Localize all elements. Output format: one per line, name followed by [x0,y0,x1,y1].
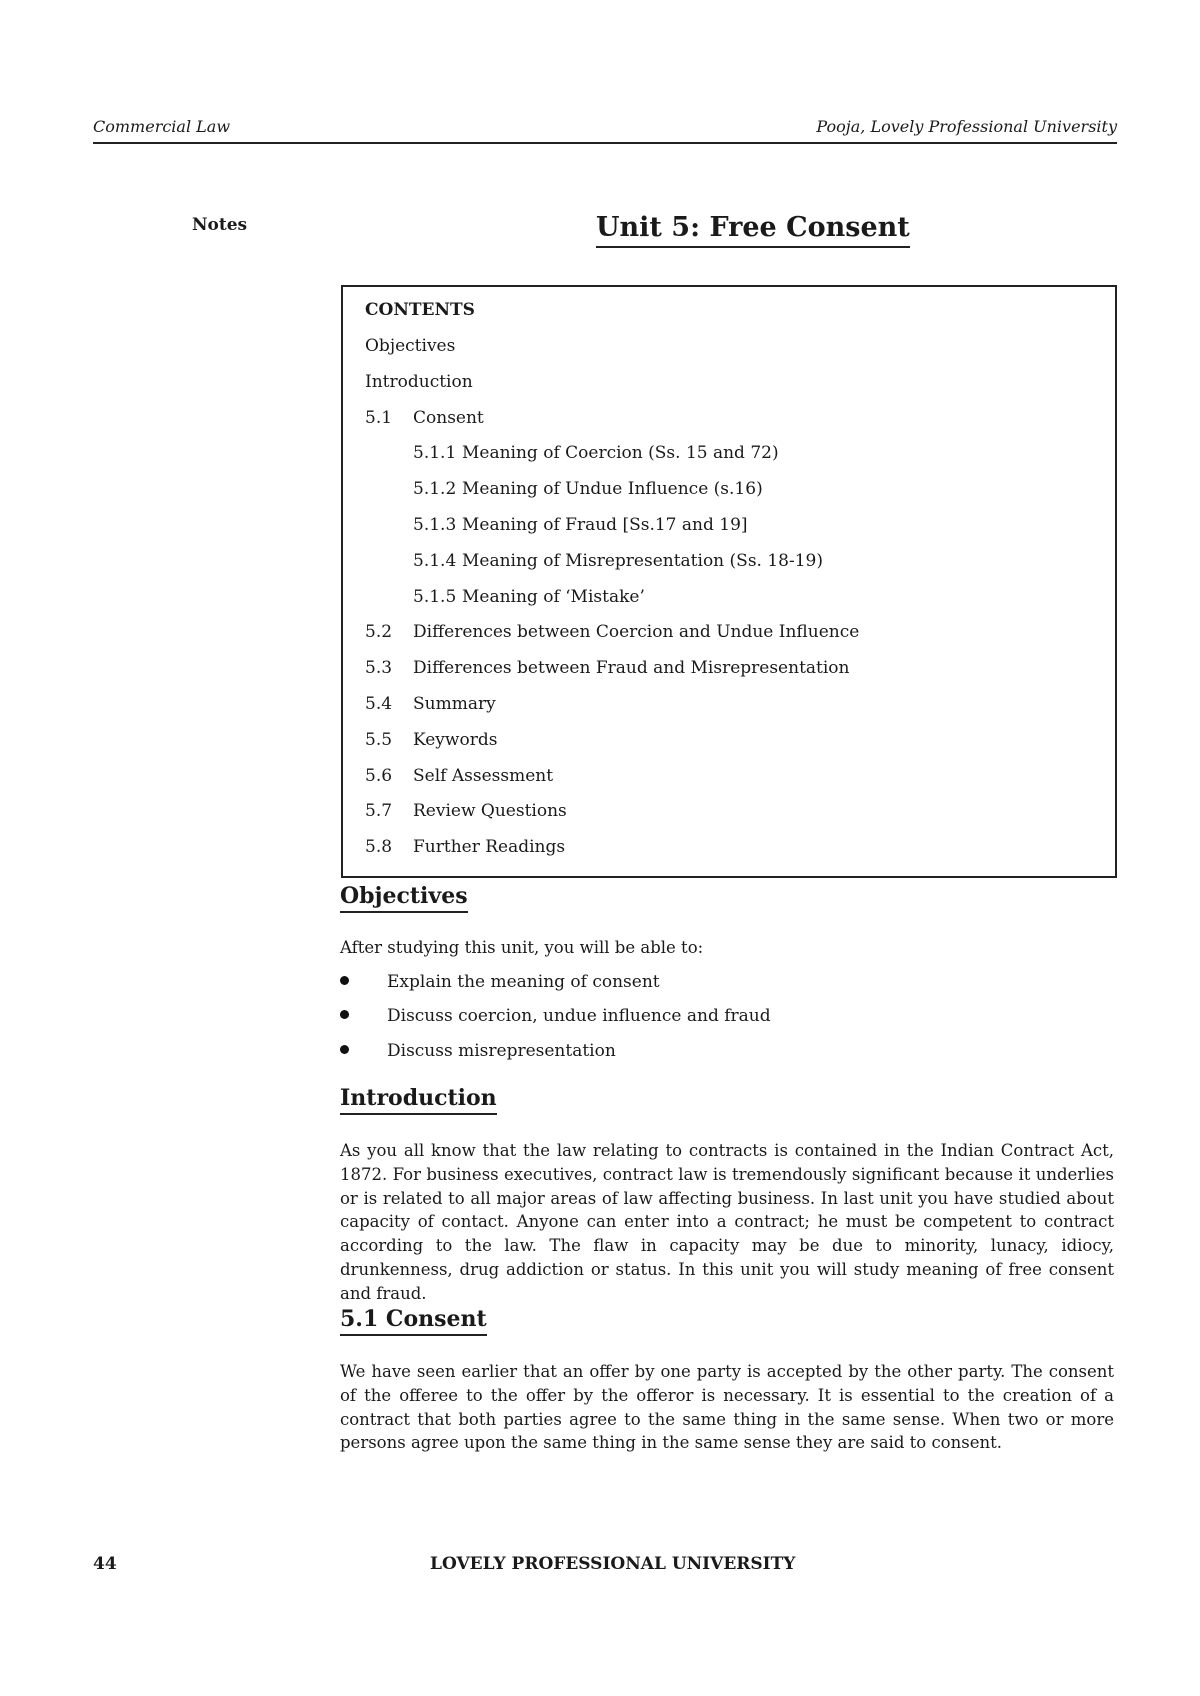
contents-item [365,835,565,859]
footer-university: LOVELY PROFESSIONAL UNIVERSITY [430,1554,796,1574]
contents-item-number: 5.6 [365,765,393,786]
contents-item-label: Introduction [365,371,473,392]
contents-item-label: Further Readings [413,837,566,858]
page-title: Unit 5: Free Consent [596,212,910,248]
contents-item-label: Review Questions [413,801,567,822]
contents-item-number: 5.1.3 [413,515,457,535]
contents-item-label: Meaning of Misrepresentation (Ss. 18-19) [462,550,823,571]
contents-item-number: 5.7 [365,801,393,822]
contents-box [341,285,1117,878]
contents-item-label: Consent [413,407,484,428]
contents-item-label: Summary [413,694,496,714]
contents-item [365,334,455,358]
contents-item-label: Meaning of Undue Influence (s.16) [462,479,763,500]
bullet-icon [340,976,349,985]
contents-item-label: Objectives [365,336,456,356]
running-header-right: Pooja, Lovely Professional University [816,117,1117,136]
contents-item-label: Differences between Fraud and Misrepresentation [413,658,850,679]
objectives-intro: After studying this unit, you will be able to: [340,938,704,957]
contents-item-number: 5.1 [365,407,393,428]
list-item [340,970,660,994]
contents-item [365,656,850,680]
contents-item [365,764,553,788]
contents-item-number: 5.1.1 [413,443,457,464]
contents-item [413,513,748,537]
contents-item [413,549,823,573]
contents-item [413,585,645,609]
bullet-text: Discuss misrepresentation [387,1041,616,1061]
introduction-paragraph: As you all know that the law relating to contracts is contained in the Indian Contract Act, 1872. For business executives, contract law is tremendously significant because it underlies or is related to all major areas of law affecting business. In last unit you have studied about capacity of contact. Anyone can enter into a contract; he must be competent to contract according to the law. The flaw in capacity may be due to minority, lunacy, idiocy, drunkenness, drug addiction or status. In this unit you will study meaning of free consent and fraud. [340,1141,1114,1303]
bullet-icon [340,1045,349,1054]
contents-item [365,728,497,752]
contents-item-label: Differences between Coercion and Undue Influence [413,622,860,643]
contents-item [413,441,779,465]
contents-item-number: 5.5 [365,729,393,750]
contents-item [413,477,763,501]
contents-item-label: Self Assessment [413,765,554,786]
consent-paragraph: We have seen earlier that an offer by one party is accepted by the other party. The consent of the offeree to the offer by the offeror is necessary. It is essential to the creation of a contract that both parties agree to the same thing in the same sense. When two or more persons agree upon the same thing in the same sense they are said to consent. [340,1362,1114,1453]
margin-notes-label: Notes [192,215,248,235]
contents-item-label: Meaning of Coercion (Ss. 15 and 72) [462,443,779,464]
contents-item-number: 5.3 [365,658,393,679]
contents-item [365,799,567,823]
contents-item-number: 5.1.4 [413,550,457,571]
contents-item-number: 5.1.2 [413,479,457,500]
contents-item [365,620,859,644]
contents-item-number: 5.1.5 [413,586,457,607]
bullet-text: Discuss coercion, undue influence and fraud [387,1006,771,1026]
contents-item-number: 5.8 [365,837,393,858]
page-number: 44 [93,1554,117,1574]
contents-item-number: 5.2 [365,622,393,643]
section-consent-heading: 5.1 Consent [340,1306,487,1336]
contents-item-label: Meaning of ‘Mistake’ [462,586,645,607]
contents-item [365,370,473,394]
contents-item [365,692,496,716]
list-item [340,1004,771,1028]
bullet-text: Explain the meaning of consent [387,972,660,992]
contents-item-label: Keywords [413,729,498,750]
objectives-heading: Objectives [340,883,468,913]
bullet-icon [340,1010,349,1019]
list-item [340,1039,616,1063]
contents-item-label: Meaning of Fraud [Ss.17 and 19] [462,515,748,535]
running-header-left: Commercial Law [93,117,231,136]
contents-heading: CONTENTS [365,300,475,320]
introduction-heading: Introduction [340,1085,497,1115]
contents-item [365,406,484,430]
contents-item-number: 5.4 [365,694,393,714]
header-rule [93,142,1117,144]
